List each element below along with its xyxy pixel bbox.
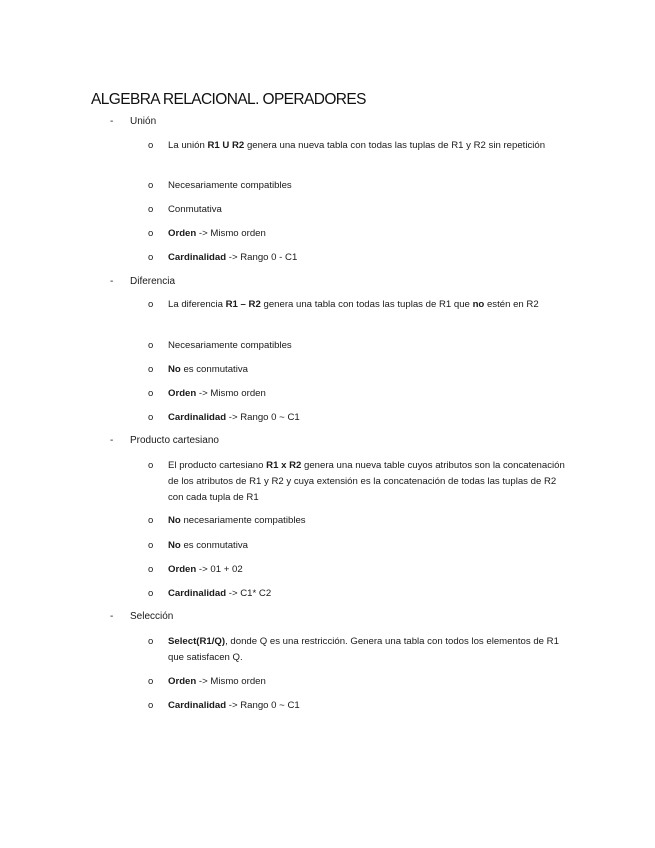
text-run: genera una nueva table cuyos atributos son la concatenación de los atributos de R1 y R2 y cuya extensión es la concatenación de todas las tuplas de R2 con cada tupla de R1	[168, 460, 565, 503]
bold-run: R1 U R2	[207, 140, 245, 151]
item-text	[168, 538, 568, 554]
section-label: Unión	[130, 116, 157, 127]
bold-run: R1 – R2	[225, 299, 261, 310]
bold-run: No	[168, 515, 181, 526]
page-title: ALGEBRA RELACIONAL. OPERADORES	[91, 91, 366, 108]
bold-run: Cardinalidad	[168, 252, 227, 263]
text-run: Necesariamente compatibles	[168, 340, 292, 351]
item-text	[168, 562, 568, 578]
text-run: es conmutativa	[180, 364, 248, 375]
text-run: El producto cartesiano	[168, 460, 267, 471]
circle-bullet-icon: o	[148, 204, 154, 215]
text-run: La diferencia	[168, 299, 226, 310]
bold-run: Cardinalidad	[168, 700, 227, 711]
item-text	[168, 297, 568, 313]
text-run: -> Mismo orden	[196, 388, 266, 399]
item-text	[168, 586, 568, 602]
circle-bullet-icon: o	[148, 412, 154, 423]
item-text	[168, 386, 568, 402]
circle-bullet-icon: o	[148, 564, 154, 575]
text-run: -> 01 + 02	[196, 564, 243, 575]
text-run: La unión	[168, 140, 208, 151]
bold-run: Orden	[168, 388, 197, 399]
section-label: Diferencia	[130, 276, 176, 287]
item-text	[168, 410, 568, 426]
dash-marker: -	[110, 435, 114, 446]
section-label: Selección	[130, 611, 174, 622]
text-run: Conmutativa	[168, 204, 222, 215]
item-text	[168, 634, 568, 666]
dash-marker: -	[110, 611, 114, 622]
circle-bullet-icon: o	[148, 676, 154, 687]
section-label: Producto cartesiano	[130, 435, 219, 446]
circle-bullet-icon: o	[148, 588, 154, 599]
circle-bullet-icon: o	[148, 252, 154, 263]
bold-run: no	[472, 299, 485, 310]
dash-marker: -	[110, 116, 114, 127]
item-text	[168, 338, 568, 354]
text-run: es conmutativa	[180, 540, 248, 551]
item-text	[168, 513, 568, 529]
text-run: estén en R2	[484, 299, 539, 310]
item-text	[168, 458, 568, 506]
bold-run: Orden	[168, 228, 197, 239]
item-text	[168, 698, 568, 714]
circle-bullet-icon: o	[148, 299, 154, 310]
text-run: -> Mismo orden	[196, 228, 266, 239]
circle-bullet-icon: o	[148, 228, 154, 239]
bold-run: R1 x R2	[266, 460, 302, 471]
text-run: , donde Q es una restricción. Genera una tabla con todos los elementos de R1 que satisfacen Q.	[168, 636, 559, 663]
bold-run: No	[168, 364, 181, 375]
bold-run: Cardinalidad	[168, 588, 227, 599]
text-run: genera una tabla con todas las tuplas de R1 que	[260, 299, 473, 310]
circle-bullet-icon: o	[148, 180, 154, 191]
circle-bullet-icon: o	[148, 636, 154, 647]
text-run: -> Rango 0 ~ C1	[226, 700, 300, 711]
item-text	[168, 250, 568, 266]
circle-bullet-icon: o	[148, 460, 154, 471]
item-text	[168, 362, 568, 378]
item-text	[168, 226, 568, 242]
circle-bullet-icon: o	[148, 540, 154, 551]
circle-bullet-icon: o	[148, 364, 154, 375]
text-run: -> C1* C2	[226, 588, 272, 599]
bold-run: Orden	[168, 676, 197, 687]
circle-bullet-icon: o	[148, 388, 154, 399]
item-text	[168, 674, 568, 690]
circle-bullet-icon: o	[148, 515, 154, 526]
item-text	[168, 138, 568, 154]
dash-marker: -	[110, 276, 114, 287]
item-text	[168, 202, 568, 218]
text-run: -> Rango 0 - C1	[226, 252, 298, 263]
text-run: -> Rango 0 ~ C1	[226, 412, 300, 423]
bold-run: Orden	[168, 564, 197, 575]
circle-bullet-icon: o	[148, 140, 154, 151]
bold-run: Select(R1/Q)	[168, 636, 226, 647]
text-run: necesariamente compatibles	[180, 515, 306, 526]
text-run: -> Mismo orden	[196, 676, 266, 687]
text-run: Necesariamente compatibles	[168, 180, 292, 191]
circle-bullet-icon: o	[148, 700, 154, 711]
bold-run: No	[168, 540, 181, 551]
bold-run: Cardinalidad	[168, 412, 227, 423]
text-run: genera una nueva tabla con todas las tuplas de R1 y R2 sin repetición	[244, 140, 546, 151]
circle-bullet-icon: o	[148, 340, 154, 351]
item-text	[168, 178, 568, 194]
